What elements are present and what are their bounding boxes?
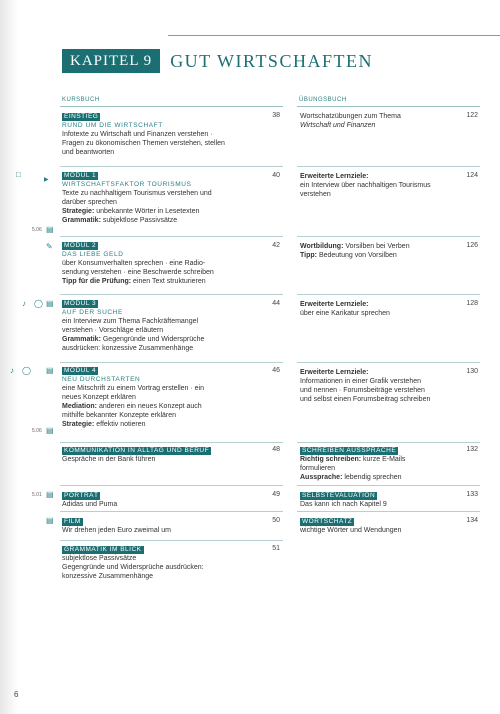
pencil-icon: ✎ [46,242,53,251]
section-tag: KOMMUNIKATION IN ALLTAG UND BERUF [64,447,210,454]
column-header-uebungsbuch: ÜBUNGSBUCH [299,97,347,103]
text-line: Gegengründe und Widersprüche ausdrücken: [62,564,204,571]
column-rule-left [60,106,283,107]
strategy-text: effektiv notieren [96,421,146,428]
entry-portraet [62,491,262,509]
strategy-label: Strategie: [62,421,95,428]
section-subtitle: AUF DER SUCHE [62,309,123,316]
goals-label: Erweiterte Lernziele: [300,301,369,308]
page-ref: 128 [466,300,478,307]
tip-label: Tipp: [300,252,317,259]
section-tag: MODUL 1 [64,172,97,179]
section-subtitle: RUND UM DIE WIRTSCHAFT [62,122,163,129]
text-line: ein Interview über nachhaltigen Tourismus [300,182,431,189]
text-line: Adidas und Puma [62,501,118,508]
text-line: mithilfe bekannter Konzepte erklären [62,412,177,419]
top-rule [168,35,500,36]
entry-grammatik-im-blick [62,545,262,581]
exercise-wortschatz [300,517,460,535]
row-divider [60,442,283,443]
text-line: formulieren [300,465,336,472]
text-line: wichtige Wörter und Wendungen [300,527,402,534]
grammar-label: Grammatik: [62,336,101,343]
row-divider [60,236,283,237]
page-ref: 133 [466,491,478,498]
section-tag: GRAMMATIK IM BLICK [64,546,142,553]
exercise-icon: ▤ [46,225,54,234]
entry-modul-1 [62,171,262,225]
page-ref: 48 [272,446,280,453]
text-line: sendung verstehen · eine Beschwerde schreiben [62,269,214,276]
section-tag: SELBSTEVALUATION [302,492,376,499]
column-rule-right [297,106,480,107]
row-divider [297,166,480,167]
text-line: Texte zu nachhaltigem Tourismus verstehen und [62,190,212,197]
page-ref: 51 [272,545,280,552]
section-tag: EINSTIEG [64,113,99,120]
page-number: 6 [14,690,19,699]
page-ref: 126 [466,242,478,249]
chapter-header [62,49,373,73]
film-icon: ▤ [46,516,54,525]
section-tag: MODUL 3 [64,300,97,307]
strategy-text: unbekannte Wörter in Lesetexten [96,208,200,215]
row-divider [297,294,480,295]
exercise-einstieg [300,112,460,130]
wordformation-label: Wortbildung: [300,243,344,250]
audio-track: 5.06 [32,227,42,233]
audio-track: 5.06 [32,428,42,434]
section-tag: MODUL 2 [64,242,97,249]
row-divider [60,511,283,512]
exercise-schreiben [300,446,460,482]
wordformation-text: Vorsilben bei Verben [345,243,410,250]
speech-icon: ◯ [34,299,43,308]
section-subtitle: WIRTSCHAFTSFAKTOR TOURISMUS [62,181,192,188]
section-tag: SCHREIBEN AUSSPRACHE [302,447,397,454]
text-line: subjektlose Passivsätze [62,555,137,562]
text-line: darüber sprechen [62,199,117,206]
row-divider [297,362,480,363]
book-icon: □ [16,170,21,179]
entry-kommunikation [62,446,262,464]
grammar-label: Grammatik: [62,217,101,224]
text-line: und beantworten [62,149,115,156]
audio-track: 5.01 [32,492,42,498]
page-ref: 46 [272,367,280,374]
text-line: verstehen [300,191,331,198]
exercise-modul-2 [300,242,460,260]
text-line: Infotexte zu Wirtschaft und Finanzen verstehen · [62,131,213,138]
page-ref: 49 [272,491,280,498]
pronunciation-label: Aussprache: [300,474,343,481]
page-ref: 134 [466,517,478,524]
text-line: ein Interview zum Thema Fachkräftemangel [62,318,199,325]
row-divider [60,166,283,167]
text-line: und selbst einen Forumsbeitrag schreiben [300,396,431,403]
row-divider [60,362,283,363]
text-line: verstehen · Vorschläge erläutern [62,327,164,334]
speech-icon: ◯ [22,366,31,375]
spelling-text: kurze E-Mails [363,456,406,463]
text-line: Das kann ich nach Kapitel 9 [300,501,387,508]
strategy-label: Strategie: [62,208,95,215]
entry-einstieg [62,112,262,157]
entry-modul-3 [62,299,262,353]
page-gutter-shadow [0,0,18,714]
page-ref: 124 [466,172,478,179]
text-line: über eine Karikatur sprechen [300,310,390,317]
exercise-selbstevaluation [300,491,460,509]
exercise-icon: ▤ [46,490,54,499]
text-line: über Konsumverhalten sprechen · eine Radio- [62,260,206,267]
row-divider [60,485,283,486]
pronunciation-text: lebendig sprechen [344,474,402,481]
row-divider [60,294,283,295]
tip-label: Tipp für die Prüfung: [62,278,132,285]
text-line: Wirtschaft und Finanzen [300,122,376,129]
entry-modul-2 [62,241,262,286]
text-line: konzessive Zusammenhänge [62,573,154,580]
column-header-kursbuch: KURSBUCH [62,97,100,103]
exercise-modul-1 [300,172,460,199]
tip-text: Bedeutung von Vorsilben [318,252,397,259]
audio-icon: ♪ [10,366,14,375]
page-ref: 130 [466,368,478,375]
exercise-modul-4 [300,368,460,404]
mediation-label: Mediation: [62,403,97,410]
exercise-modul-3 [300,300,460,318]
page-ref: 122 [466,112,478,119]
entry-film [62,517,262,535]
exercise-icon: ▤ [46,299,54,308]
audio-icon: ♪ [22,299,26,308]
page-ref: 42 [272,242,280,249]
section-subtitle: DAS LIEBE GELD [62,251,124,258]
row-divider [60,540,283,541]
page-ref: 50 [272,517,280,524]
goals-label: Erweiterte Lernziele: [300,173,369,180]
section-tag: WORTSCHATZ [302,518,353,525]
text-line: Informationen in einer Grafik verstehen [300,378,422,385]
page-ref: 132 [466,446,478,453]
chapter-title: GUT WIRTSCHAFTEN [170,50,373,71]
section-tag: MODUL 4 [64,367,97,374]
row-divider [297,511,480,512]
entry-modul-4 [62,366,262,429]
mediation-text: anderen ein neues Konzept auch [98,403,202,410]
text-line: Fragen zu ökonomischen Themen verstehen, stellen [62,140,225,147]
row-divider [297,485,480,486]
text-line: ausdrücken: konzessive Zusammenhänge [62,345,194,352]
text-line: neues Konzept erklären [62,394,136,401]
page-ref: 44 [272,300,280,307]
grammar-text: Gegengründe und Widersprüche [102,336,205,343]
goals-label: Erweiterte Lernziele: [300,369,369,376]
text-line: und nennen · Forumsbeiträge verstehen [300,387,425,394]
text-line: Wir drehen jeden Euro zweimal um [62,527,171,534]
section-tag: PORTRÄT [64,492,99,499]
text-line: Gespräche in der Bank führen [62,456,156,463]
audio-icon: ▶ [44,177,49,183]
text-line: eine Mitschrift zu einem Vortrag erstellen · ein [62,385,205,392]
section-subtitle: NEU DURCHSTARTEN [62,376,141,383]
grammar-text: subjektlose Passivsätze [102,217,178,224]
exercise-icon: ▤ [46,366,54,375]
spelling-label: Richtig schreiben: [300,456,362,463]
tip-text: einen Text strukturieren [133,278,206,285]
text-line: Wortschatzübungen zum Thema [300,113,401,120]
page-ref: 38 [272,112,280,119]
row-divider [297,236,480,237]
chapter-label: KAPITEL 9 [62,49,160,73]
exercise-icon: ▤ [46,426,54,435]
page-ref: 40 [272,172,280,179]
row-divider [297,442,480,443]
section-tag: FILM [64,518,81,525]
